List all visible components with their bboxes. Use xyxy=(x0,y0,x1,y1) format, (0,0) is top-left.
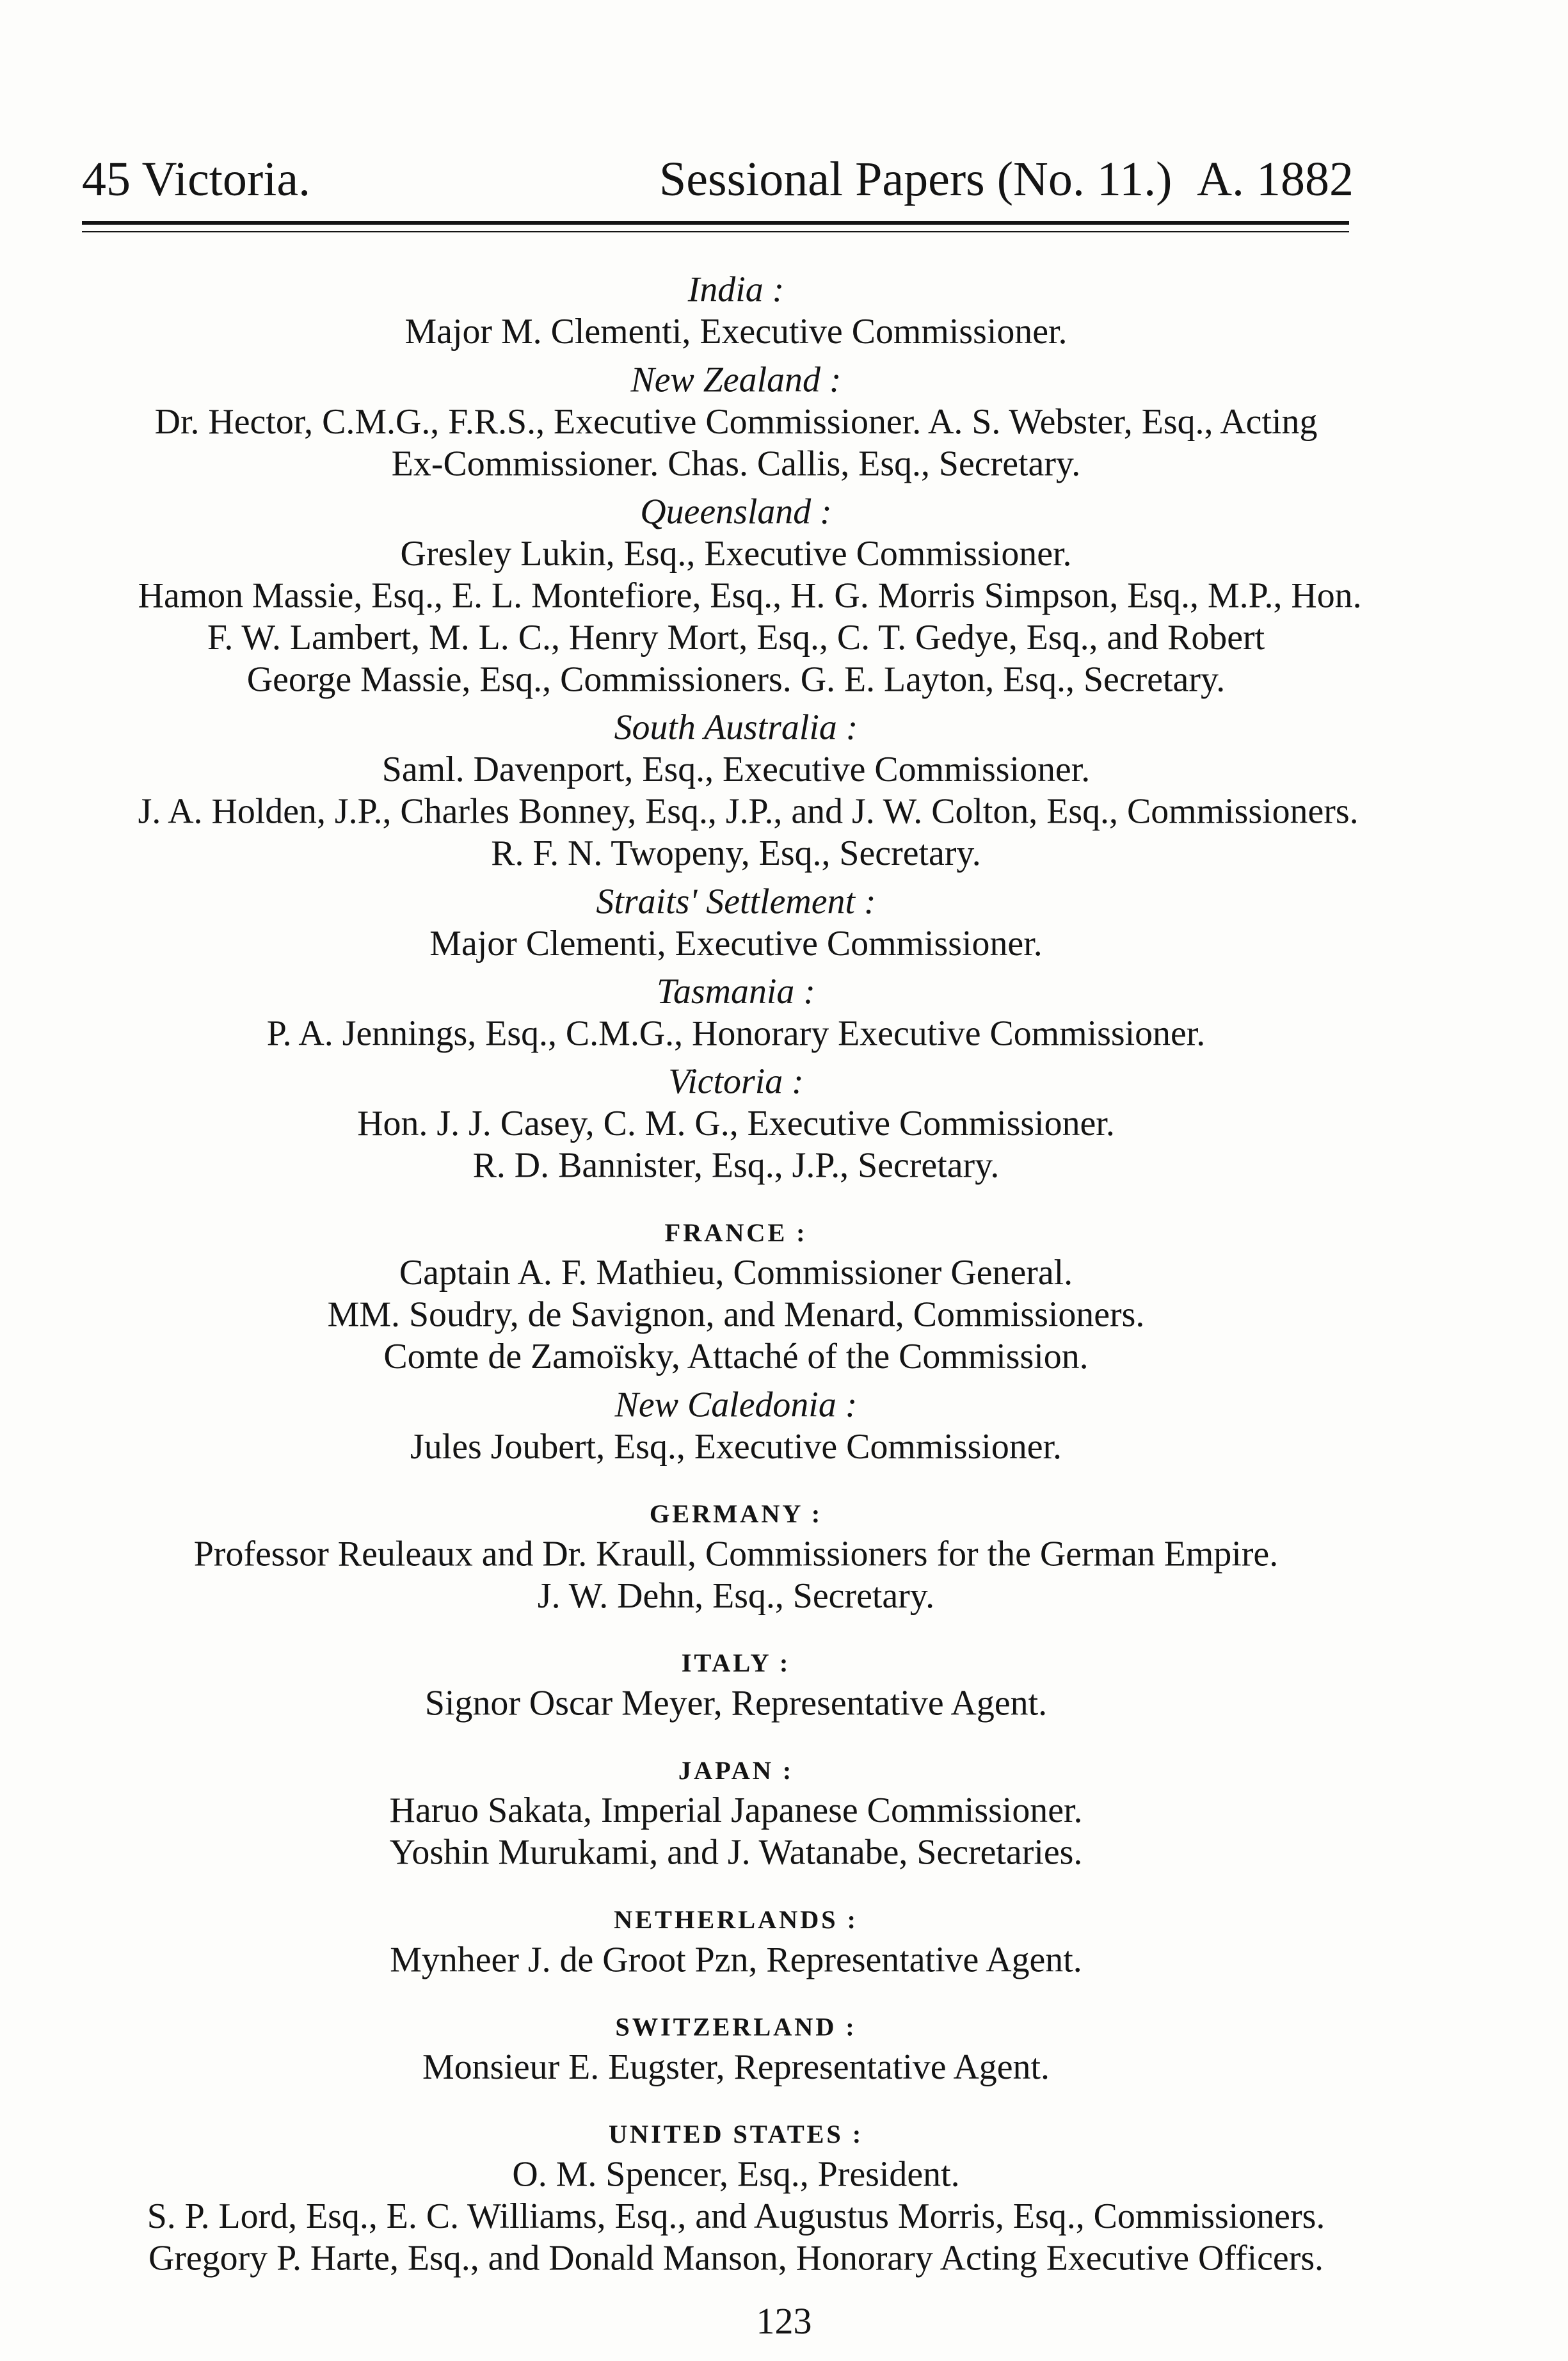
section xyxy=(138,1383,1334,1467)
section-heading: GERMANY : xyxy=(649,1500,823,1529)
section-line: P. A. Jennings, Esq., C.M.G., Honorary Executive Commissioner. xyxy=(266,1013,1206,1053)
section-line: Haruo Sakata, Imperial Japanese Commissioner. xyxy=(389,1790,1083,1830)
section-line: George Massie, Esq., Commissioners. G. E. Layton, Esq., Secretary. xyxy=(246,659,1226,700)
section-heading: FRANCE : xyxy=(664,1219,808,1248)
section-heading: ITALY : xyxy=(681,1649,791,1678)
section-line: J. W. Dehn, Esq., Secretary. xyxy=(537,1575,935,1616)
header-year: A. 1882 xyxy=(1197,152,1354,206)
section-line: Mynheer J. de Groot Pzn, Representative Agent. xyxy=(390,1939,1082,1979)
section-line: Dr. Hector, C.M.G., F.R.S., Executive Commissioner. A. S. Webster, Esq., Acting xyxy=(154,401,1318,442)
section-line: Gregory P. Harte, Esq., and Donald Manson, Honorary Acting Executive Officers. xyxy=(148,2237,1324,2278)
section xyxy=(138,1214,1334,1377)
section xyxy=(138,707,1359,874)
section-heading: JAPAN : xyxy=(678,1757,794,1785)
section-heading: Straits' Settlement : xyxy=(596,881,876,921)
section-line: O. M. Spencer, Esq., President. xyxy=(512,2154,960,2195)
section-line: Saml. Davenport, Esq., Executive Commissioner. xyxy=(381,749,1091,789)
section-line: Yoshin Murukami, and J. Watanabe, Secretaries. xyxy=(389,1832,1083,1873)
section-heading: Victoria : xyxy=(668,1061,804,1102)
section xyxy=(138,1645,1334,1724)
section-heading: New Zealand : xyxy=(630,359,842,399)
document-body xyxy=(138,262,1362,2279)
section-heading: New Caledonia : xyxy=(614,1384,858,1424)
section-line: MM. Soudry, de Savignon, and Menard, Commissioners. xyxy=(327,1294,1145,1335)
header-volume: 45 Victoria. xyxy=(82,152,311,206)
section xyxy=(138,2009,1334,2088)
section xyxy=(138,880,1334,964)
section-line: Gresley Lukin, Esq., Executive Commissioner. xyxy=(400,533,1072,574)
section-line: R. F. N. Twopeny, Esq., Secretary. xyxy=(491,833,981,873)
section-line: Ex-Commissioner. Chas. Callis, Esq., Secretary. xyxy=(391,443,1081,483)
section-heading: SWITZERLAND : xyxy=(615,2013,857,2042)
page-number: 123 xyxy=(756,2300,812,2342)
section xyxy=(138,269,1334,353)
running-header xyxy=(0,154,1568,205)
section-line: Comte de Zamoïsky, Attaché of the Commission. xyxy=(383,1336,1089,1376)
section xyxy=(138,1752,1334,1873)
section-line: Captain A. F. Mathieu, Commissioner General. xyxy=(399,1252,1073,1293)
section-line: Professor Reuleaux and Dr. Kraull, Commissioners for the German Empire. xyxy=(193,1533,1279,1574)
header-rule-thin xyxy=(82,231,1349,232)
section xyxy=(138,1901,1334,1980)
section-line: Monsieur E. Eugster, Representative Agent. xyxy=(422,2046,1050,2087)
section xyxy=(138,490,1362,700)
section-heading: Tasmania : xyxy=(657,971,815,1011)
section-heading: South Australia : xyxy=(614,707,858,748)
section xyxy=(138,1061,1334,1187)
header-title: Sessional Papers (No. 11.) xyxy=(659,152,1172,206)
section-line: Major M. Clementi, Executive Commissioner. xyxy=(404,311,1068,351)
section xyxy=(138,359,1334,485)
section-line: F. W. Lambert, M. L. C., Henry Mort, Esq., C. T. Gedye, Esq., and Robert xyxy=(207,616,1265,657)
section-heading: UNITED STATES : xyxy=(608,2120,864,2149)
section xyxy=(138,2116,1334,2279)
section xyxy=(138,971,1334,1054)
section-line: J. A. Holden, J.P., Charles Bonney, Esq., J.P., and J. W. Colton, Esq., Commissioners. xyxy=(138,791,1359,832)
section-line: Hon. J. J. Casey, C. M. G., Executive Commissioner. xyxy=(357,1102,1115,1143)
section-heading: NETHERLANDS : xyxy=(614,1906,858,1935)
section-line: Hamon Massie, Esq., E. L. Montefiore, Esq., H. G. Morris Simpson, Esq., M.P., Hon. xyxy=(138,575,1362,616)
header-rule-thick xyxy=(82,221,1349,225)
section-heading: India : xyxy=(687,269,785,310)
section-line: R. D. Bannister, Esq., J.P., Secretary. xyxy=(472,1145,1000,1186)
section-line: Major Clementi, Executive Commissioner. xyxy=(429,923,1043,963)
section xyxy=(138,1496,1334,1617)
section-line: S. P. Lord, Esq., E. C. Williams, Esq., and Augustus Morris, Esq., Commissioners. xyxy=(147,2195,1325,2236)
section-line: Signor Oscar Meyer, Representative Agent. xyxy=(424,1682,1048,1723)
section-line: Jules Joubert, Esq., Executive Commissioner. xyxy=(410,1426,1062,1467)
section-heading: Queensland : xyxy=(640,491,832,531)
